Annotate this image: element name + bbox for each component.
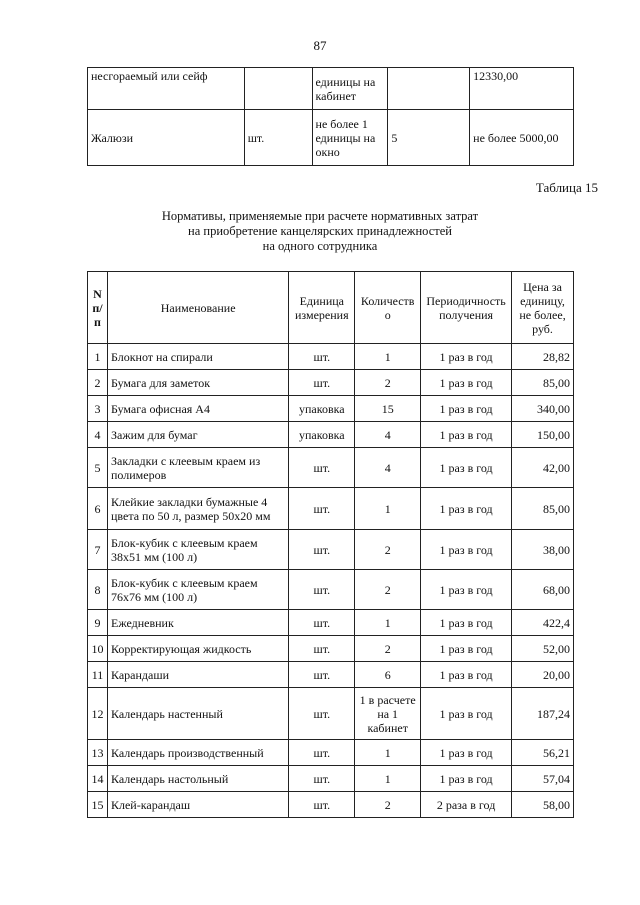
cell-num: 3: [88, 396, 108, 422]
cell-name: Жалюзи: [88, 110, 245, 166]
cell-price: 340,00: [512, 396, 574, 422]
cell-name: Блокнот на спирали: [107, 344, 288, 370]
cell-price: 68,00: [512, 570, 574, 610]
cell-period: 1 раз в год: [421, 344, 512, 370]
cell-num: 10: [88, 636, 108, 662]
header-qty: Количество: [355, 272, 421, 344]
table-row: [88, 422, 574, 448]
cell-name: Ежедневник: [107, 610, 288, 636]
cell-qty: 15: [355, 396, 421, 422]
header-unit: Единица измерения: [289, 272, 355, 344]
cell-qty: 6: [355, 662, 421, 688]
cell-qty: не более 1 единицы на окно: [312, 110, 388, 166]
cell-unit: шт.: [289, 570, 355, 610]
table-row: [88, 688, 574, 740]
cell-name: Блок-кубик с клеевым краем 76х76 мм (100 л): [107, 570, 288, 610]
header-price: Цена за единицу, не более, руб.: [512, 272, 574, 344]
cell-unit: шт.: [289, 344, 355, 370]
cell-num: 5: [88, 448, 108, 488]
cell-period: 1 раз в год: [421, 740, 512, 766]
table-header: [88, 272, 574, 344]
cell-num: 14: [88, 766, 108, 792]
cell-unit: шт.: [289, 370, 355, 396]
table-row: [88, 110, 574, 166]
cell-period: 1 раз в год: [421, 396, 512, 422]
cell-qty: 2: [355, 370, 421, 396]
cell-period: 1 раз в год: [421, 688, 512, 740]
cell-unit: шт.: [289, 488, 355, 530]
cell-num: 4: [88, 422, 108, 448]
cell-name: Карандаши: [107, 662, 288, 688]
cell-name: Календарь производственный: [107, 740, 288, 766]
cell-price: 42,00: [512, 448, 574, 488]
cell-period: 2 раза в год: [421, 792, 512, 818]
cell-period: 1 раз в год: [421, 488, 512, 530]
table-row: [88, 396, 574, 422]
cell-unit: шт.: [244, 110, 312, 166]
cell-unit: шт.: [289, 662, 355, 688]
cell-qty: 2: [355, 570, 421, 610]
cell-unit: упаковка: [289, 422, 355, 448]
cell-unit: шт.: [289, 636, 355, 662]
cell-qty: 2: [355, 636, 421, 662]
cell-name: Календарь настенный: [107, 688, 288, 740]
cell-price: 85,00: [512, 370, 574, 396]
cell-period: 1 раз в год: [421, 422, 512, 448]
table-row: [88, 662, 574, 688]
cell-price: 57,04: [512, 766, 574, 792]
cell-price: 187,24: [512, 688, 574, 740]
cell-name: Зажим для бумаг: [107, 422, 288, 448]
table-row: [88, 448, 574, 488]
cell-num: 1: [88, 344, 108, 370]
cell-period: 1 раз в год: [421, 610, 512, 636]
cell-name: Корректирующая жидкость: [107, 636, 288, 662]
cell-unit: шт.: [289, 610, 355, 636]
table-row: [88, 370, 574, 396]
cell-price: 52,00: [512, 636, 574, 662]
cell-name: Клейкие закладки бумажные 4 цвета по 50 л, размер 50х20 мм: [107, 488, 288, 530]
cell-qty: 2: [355, 530, 421, 570]
table-caption: [0, 209, 640, 254]
stationery-norms-table: [87, 271, 574, 818]
cell-price: 56,21: [512, 740, 574, 766]
table-row: [88, 740, 574, 766]
cell-qty: 1: [355, 610, 421, 636]
caption-line: Нормативы, применяемые при расчете нормативных затрат: [161, 209, 479, 223]
cell-unit: [244, 68, 312, 110]
cell-period: 1 раз в год: [421, 570, 512, 610]
table-label: Таблица 15: [535, 180, 598, 195]
cell-qty: 4: [355, 422, 421, 448]
cell-unit: шт.: [289, 740, 355, 766]
header-period: Периодичность получения: [421, 272, 512, 344]
cell-num: 11: [88, 662, 108, 688]
cell-name: Закладки с клеевым краем из полимеров: [107, 448, 288, 488]
caption-line: на приобретение канцелярских принадлежностей: [188, 224, 452, 238]
table-row: [88, 636, 574, 662]
cell-price: 28,82: [512, 344, 574, 370]
cell-qty: 1: [355, 766, 421, 792]
cell-num: 7: [88, 530, 108, 570]
cell-qty: 1: [355, 740, 421, 766]
cell-qty: 1: [355, 488, 421, 530]
cell-period: 5: [388, 110, 470, 166]
cell-price: 12330,00: [470, 68, 574, 110]
table-row: [88, 68, 574, 110]
cell-num: 8: [88, 570, 108, 610]
cell-qty: 4: [355, 448, 421, 488]
table-row: [88, 610, 574, 636]
cell-num: 15: [88, 792, 108, 818]
cell-unit: шт.: [289, 448, 355, 488]
table-row: [88, 570, 574, 610]
cell-num: 2: [88, 370, 108, 396]
cell-unit: шт.: [289, 766, 355, 792]
cell-unit: шт.: [289, 688, 355, 740]
cell-name: Блок-кубик с клеевым краем 38х51 мм (100 л): [107, 530, 288, 570]
cell-price: 58,00: [512, 792, 574, 818]
table-row: [88, 488, 574, 530]
cell-qty: 2: [355, 792, 421, 818]
cell-num: 6: [88, 488, 108, 530]
cell-qty: единицы на кабинет: [312, 68, 388, 110]
cell-name: Бумага офисная А4: [107, 396, 288, 422]
cell-unit: упаковка: [289, 396, 355, 422]
cell-price: 20,00: [512, 662, 574, 688]
table-row: [88, 792, 574, 818]
cell-name: Клей-карандаш: [107, 792, 288, 818]
cell-name: Бумага для заметок: [107, 370, 288, 396]
cell-price: 422,4: [512, 610, 574, 636]
header-num: N п/п: [88, 272, 108, 344]
cell-num: 9: [88, 610, 108, 636]
page-number: 87: [313, 38, 327, 53]
header-name: Наименование: [107, 272, 288, 344]
cell-period: 1 раз в год: [421, 370, 512, 396]
cell-name: несгораемый или сейф: [88, 68, 245, 110]
cell-unit: шт.: [289, 530, 355, 570]
previous-table-continuation: [87, 67, 574, 166]
cell-period: [388, 68, 470, 110]
cell-period: 1 раз в год: [421, 662, 512, 688]
cell-unit: шт.: [289, 792, 355, 818]
cell-price: 85,00: [512, 488, 574, 530]
cell-price: 38,00: [512, 530, 574, 570]
caption-line: на одного сотрудника: [262, 239, 378, 253]
cell-num: 13: [88, 740, 108, 766]
cell-name: Календарь настольный: [107, 766, 288, 792]
cell-qty: 1: [355, 344, 421, 370]
cell-num: 12: [88, 688, 108, 740]
cell-price: 150,00: [512, 422, 574, 448]
cell-period: 1 раз в год: [421, 636, 512, 662]
table-row: [88, 530, 574, 570]
cell-period: 1 раз в год: [421, 530, 512, 570]
cell-qty: 1 в расчете на 1 кабинет: [355, 688, 421, 740]
table-row: [88, 766, 574, 792]
table-row: [88, 344, 574, 370]
cell-period: 1 раз в год: [421, 766, 512, 792]
cell-period: 1 раз в год: [421, 448, 512, 488]
cell-price: не более 5000,00: [470, 110, 574, 166]
